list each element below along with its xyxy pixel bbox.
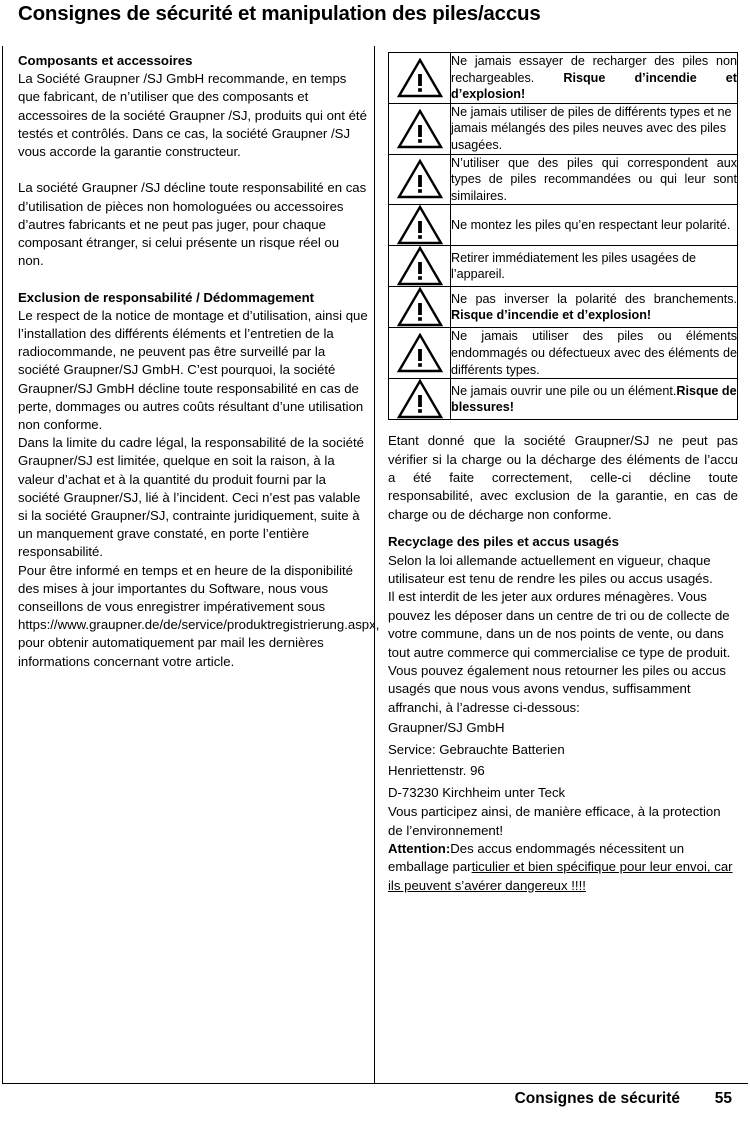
right-column	[388, 52, 738, 895]
warnings-table-body	[389, 53, 738, 420]
footer-page-number: 55	[714, 1090, 732, 1107]
warning-row	[389, 205, 738, 246]
warning-text-plain: Ne jamais ouvrir une pile ou un élément.	[451, 383, 677, 398]
warning-triangle-icon	[389, 287, 451, 328]
warning-triangle-icon	[389, 154, 451, 205]
warning-text-plain: Retirer immédiatement les piles usagées de l’appareil.	[451, 250, 696, 282]
warning-text-plain: N’utiliser que des piles qui correspondent aux types de piles recommandées ou qui leur sont similaires.	[451, 155, 737, 203]
paragraph-spacer	[18, 270, 368, 288]
attention-label: Attention:	[388, 841, 451, 857]
warning-row	[389, 53, 738, 104]
paragraph-recyclage-2: Il est interdit de les jeter aux ordures ménagères. Vous	[388, 589, 707, 605]
recycling-block	[388, 432, 738, 895]
paragraph-recyclage-3: pouvez les déposer dans un centre de tri ou de collecte de votre commune, dans un de nos points de vente, ou dans tout autre commerce qui commercialise ce type de produit. Vous pouvez également nous retourner les piles ou accus usagés que nous vous avons vendus, suffisamment affranchi, à l’adresse ci-dessous:	[388, 607, 731, 715]
column-divider-rule	[374, 46, 375, 1084]
warning-triangle-icon	[389, 246, 451, 287]
warning-text	[451, 246, 738, 287]
warning-text-plain: Ne jamais utiliser de piles de différents types et ne jamais mélangés des piles neuves avec des piles usagées.	[451, 104, 732, 152]
paragraph-exclusion-3: Pour être informé en temps et en heure de la disponibilité des mises à jour importantes du Software, nous vous conseillons de vous enregistrer impérativement sous https://www.graupner.de/de/service/produktregistrierung.aspx, pour obtenir automatiquement par mail les dernières informations concernant votre article.	[18, 562, 380, 669]
attention-text-underlined: ticulier et bien spécifique pour leur envoi, car ils peuvent s’avérer dangereux !!!!	[388, 859, 733, 893]
warning-text-plain: Ne jamais essayer de recharger des piles non rechargeables.	[451, 54, 737, 85]
address-line-city: D-73230 Kirchheim unter Teck	[388, 784, 566, 800]
warning-row	[389, 246, 738, 287]
warning-triangle-icon	[389, 53, 451, 104]
warning-triangle-icon	[389, 205, 451, 246]
warning-text	[451, 53, 738, 104]
heading-composants: Composants et accessoires	[18, 53, 193, 68]
warning-triangle-icon	[389, 379, 451, 420]
page-footer	[0, 1090, 732, 1108]
warning-text-bold: Risque d’incendie et d’explosion!	[451, 308, 652, 323]
paragraph-exclusion-2: Dans la limite du cadre légal, la responsabilité de la société Graupner/SJ est limitée, quelque en soit la raison, à la valeur d’achat et à la quantité du produit fourni par la société Graupner/SJ, lié à l’incident. Ceci n’est pas valable si la société Graupner/SJ, contrainte juridiquement, suite à un manquement grave constaté, en porte l’entière responsabilité.	[18, 435, 364, 560]
warnings-table	[388, 52, 738, 420]
paragraph-charge-decharge: Etant donné que la société Graupner/SJ ne peut pas vérifier si la charge ou la décharge des éléments de l’accu a été faite correctement, celle-ci décline toute responsabilité, avec exclusion de la garantie, en cas de charge ou de décharge non conforme.	[388, 433, 738, 522]
warning-row	[389, 379, 738, 420]
warning-text-plain: Ne montez les piles qu’en respectant leur polarité.	[451, 218, 731, 233]
paragraph-exclusion-1: Le respect de la notice de montage et d’utilisation, ainsi que l’installation des différents éléments et l’entretien de la radiocommande, ne peuvent pas être surveillé par la société Graupner/SJ GmbH. C’est pourquoi, la société Graupner/SJ GmbH décline toute responsabilité en cas de perte, dommages ou autres coûts résultant d’une utilisation non conforme.	[18, 307, 368, 433]
warning-text-plain: Ne pas inverser la polarité des branchements.	[451, 291, 737, 306]
warning-triangle-icon	[389, 328, 451, 379]
footer-section-label: Consignes de sécurité	[514, 1090, 680, 1107]
warning-text-bold: Risque d’incendie et d’explosion!	[451, 70, 737, 102]
warning-row	[389, 328, 738, 379]
warning-text-plain: Ne jamais utiliser des piles ou éléments endommagés ou défectueux avec des éléments de différents types.	[451, 329, 737, 377]
warning-text	[451, 379, 738, 420]
warning-triangle-icon	[389, 103, 451, 154]
warning-row	[389, 103, 738, 154]
address-line-company: Graupner/SJ GmbH	[388, 720, 505, 736]
paragraph-attention	[388, 840, 738, 895]
paragraph-composants-1: La Société Graupner /SJ GmbH recommande, en temps que fabricant, de n’utiliser que des composants et accessoires de la société Graupner /SJ, produits qui ont été testés et contrôlés. Dans ce cas, la société Graupner /SJ vous accorde la garantie constructeur.	[18, 71, 367, 160]
paragraph-spacer	[18, 161, 368, 179]
warning-text	[451, 287, 738, 328]
warning-text	[451, 328, 738, 379]
left-column	[18, 52, 380, 671]
warning-text	[451, 103, 738, 154]
warning-row	[389, 154, 738, 205]
address-line-service: Service: Gebrauchte Batterien	[388, 741, 565, 757]
heading-exclusion-responsabilite: Exclusion de responsabilité / Dédommagement	[18, 289, 315, 305]
paragraph-environnement: Vous participez ainsi, de manière efficace, à la protection de l’environnement!	[388, 804, 721, 838]
warning-text-bold: Risque de blessures!	[451, 383, 737, 415]
address-line-street: Henriettenstr. 96	[388, 763, 485, 779]
paragraph-recyclage-1: Selon la loi allemande actuellement en vigueur, chaque utilisateur est tenu de rendre les piles ou accus usagés.	[388, 552, 713, 586]
warning-text	[451, 205, 738, 246]
attention-text-normal: Des accus endommagés nécessitent un emballage par	[388, 841, 685, 875]
warning-text	[451, 154, 738, 205]
paragraph-spacer	[388, 524, 738, 531]
heading-recyclage: Recyclage des piles et accus usagés	[388, 534, 619, 550]
page-title: Consignes de sécurité et manipulation des piles/accus	[18, 2, 541, 25]
paragraph-composants-2: La société Graupner /SJ décline toute responsabilité en cas d’utilisation de pièces non homologuées ou accessoires d’autres fabricants et ne peut pas juger, pour chaque composant étranger, si celui présente un risque réel ou non.	[18, 180, 367, 269]
warning-row	[389, 287, 738, 328]
